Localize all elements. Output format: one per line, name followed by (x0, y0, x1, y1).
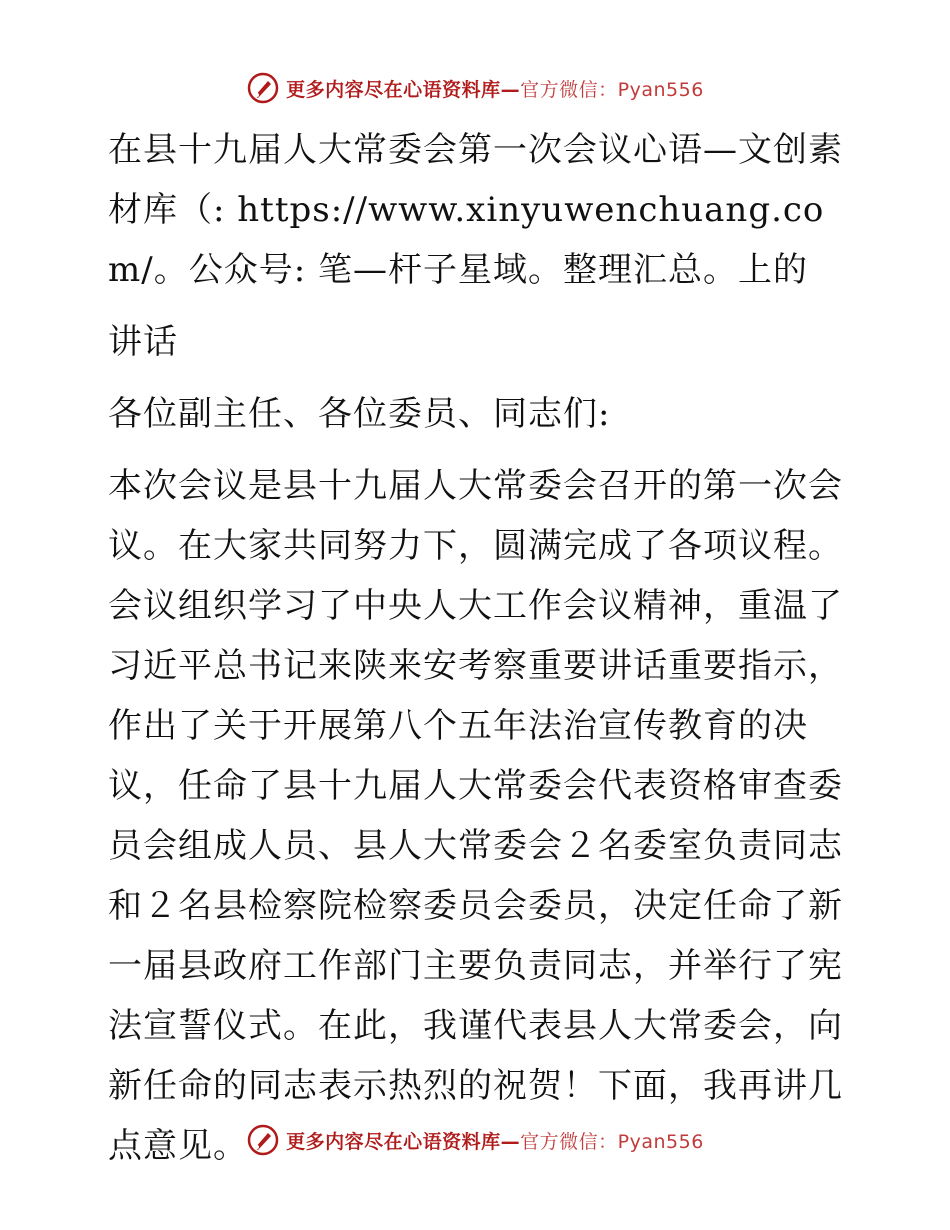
header-watermark (0, 68, 950, 108)
body-paragraph: 本次会议是县十九届人大常委会召开的第一次会议。在大家共同努力下，圆满完成了各项议程。会议组织学习了中央人大工作会议精神，重温了习近平总书记来陕来安考察重要讲话重要指示，作出了关于开展第八个五年法治宣传教育的决议，任命了县十九届人大常委会代表资格审查委员会组成人员、县人大常委会２名委室负责同志和２名县检察院检察委员会委员，决定任命了新一届县政府工作部门主要负责同志，并举行了宪法宣誓仪式。在此，我谨代表县人大常委会，向新任命的同志表示热烈的祝贺！下面，我再讲几点意见。 (108, 466, 843, 1166)
document-subtitle: 讲话 (108, 322, 178, 362)
watermark-text: 更多内容尽在心语资料库—官方微信：Pyan556 (286, 1130, 704, 1153)
document-body (98, 120, 858, 1188)
pen-logo-icon (246, 1123, 280, 1157)
pen-logo-icon (246, 71, 280, 105)
salutation: 各位副主任、各位委员、同志们: (108, 394, 611, 434)
watermark-text: 更多内容尽在心语资料库—官方微信：Pyan556 (286, 78, 704, 101)
document-title: 在县十九届人大常委会第一次会议心语—文创素材库（: https://www.xinyuwenchuang.com/。公众号: 笔—杆子星域。整理汇总。上的 (108, 130, 843, 290)
footer-watermark (0, 1120, 950, 1160)
